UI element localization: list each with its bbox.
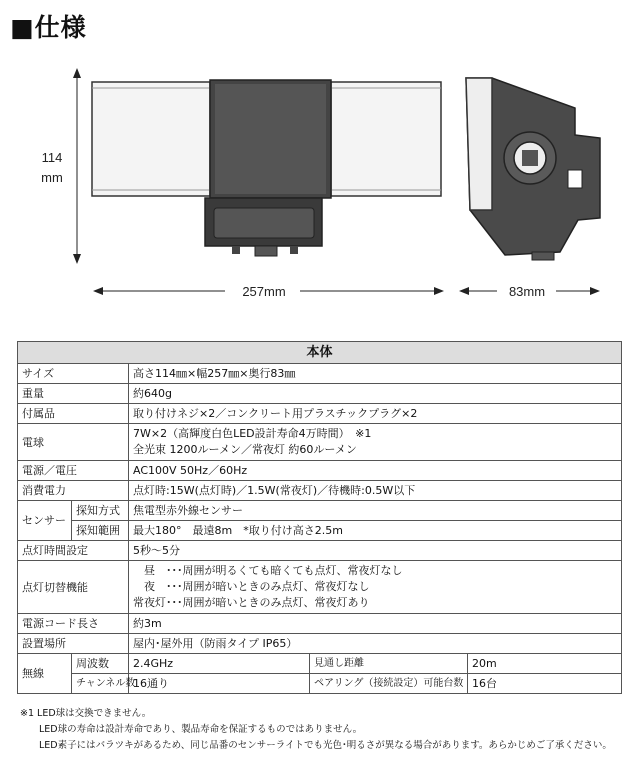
width-value: 257mm	[242, 284, 286, 299]
sensor-method-value: 焦電型赤外線センサー	[129, 501, 622, 521]
wireless-channel-label: チャンネル数	[72, 674, 129, 694]
table-row	[18, 541, 622, 561]
cord-value: 約3m	[129, 614, 622, 634]
width-dimension	[93, 284, 444, 299]
wireless-pairing-value: 16台	[468, 674, 622, 694]
front-view	[92, 80, 441, 256]
table-row	[18, 424, 622, 461]
table-row	[18, 404, 622, 424]
accessories-label: 付属品	[18, 404, 129, 424]
accessories-value: 取り付けネジ×2／コンクリート用プラスチックプラグ×2	[129, 404, 622, 424]
wireless-freq-value: 2.4GHz	[129, 654, 310, 674]
timer-label: 点灯時間設定	[18, 541, 129, 561]
location-label: 設置場所	[18, 634, 129, 654]
consumption-value: 点灯時:15W(点灯時)／1.5W(常夜灯)／待機時:0.5W以下	[129, 481, 622, 501]
power-value: AC100V 50Hz／60Hz	[129, 461, 622, 481]
bulb-value	[129, 424, 622, 461]
page-title: ■仕様	[10, 13, 87, 42]
table-row	[18, 481, 622, 501]
mode-line-3: 常夜灯･･･周囲が暗いときのみ点灯、常夜灯あり	[133, 596, 370, 609]
footnote-2: LED球の寿命は設計寿命であり、製品寿命を保証するものではありません。	[39, 724, 363, 735]
mode-line-1: 昼 ･･･周囲が明るくても暗くても点灯、常夜灯なし	[133, 564, 403, 577]
side-view	[466, 78, 600, 260]
table-header-row	[18, 342, 622, 364]
table-row	[18, 634, 622, 654]
spec-table	[17, 341, 622, 694]
product-dimension-diagram	[0, 60, 640, 310]
timer-value: 5秒～5分	[129, 541, 622, 561]
mode-line-2: 夜 ･･･周囲が暗いときのみ点灯、常夜灯なし	[133, 580, 370, 593]
footnote-3: LED素子にはバラツキがあるため、同じ品番のセンサーライトでも光色･明るさが異なる場合があります。あらかじめご了承ください。	[39, 740, 612, 751]
footnotes	[20, 706, 612, 754]
height-unit: mm	[41, 170, 63, 185]
mode-value	[129, 561, 622, 614]
wireless-distance-label: 見通し距離	[310, 654, 468, 674]
sensor-method-label: 探知方式	[72, 501, 129, 521]
height-dimension	[41, 68, 81, 264]
sensor-range-label: 探知範囲	[72, 521, 129, 541]
footnote-1: ※1 LED球は交換できません。	[20, 708, 152, 719]
table-row	[18, 461, 622, 481]
weight-label: 重量	[18, 384, 129, 404]
table-row	[18, 561, 622, 614]
wireless-freq-label: 周波数	[72, 654, 129, 674]
weight-value: 約640g	[129, 384, 622, 404]
table-title: 本体	[18, 342, 622, 364]
height-value: 114	[41, 150, 63, 165]
table-row	[18, 654, 622, 674]
table-row	[18, 384, 622, 404]
table-row	[18, 521, 622, 541]
cord-label: 電源コード長さ	[18, 614, 129, 634]
consumption-label: 消費電力	[18, 481, 129, 501]
depth-dimension	[459, 284, 600, 299]
bulb-label: 電球	[18, 424, 129, 461]
depth-value: 83mm	[508, 284, 546, 299]
table-row	[18, 674, 622, 694]
size-label: サイズ	[18, 364, 129, 384]
table-row	[18, 614, 622, 634]
location-value: 屋内･屋外用（防雨タイプ IP65）	[129, 634, 622, 654]
wireless-channel-value: 16通り	[129, 674, 310, 694]
table-row	[18, 501, 622, 521]
size-value: 高さ114㎜×幅257㎜×奥行83㎜	[129, 364, 622, 384]
wireless-distance-value: 20m	[468, 654, 622, 674]
sensor-label: センサー	[18, 501, 72, 541]
wireless-label: 無線	[18, 654, 72, 694]
wireless-pairing-label: ペアリング（接続設定）可能台数	[310, 674, 468, 694]
mode-label: 点灯切替機能	[18, 561, 129, 614]
table-row	[18, 364, 622, 384]
power-label: 電源／電圧	[18, 461, 129, 481]
bulb-line-1: 7W×2（高輝度白色LED設計寿命4万時間） ※1	[133, 427, 372, 440]
bulb-line-2: 全光束 1200ルーメン／常夜灯 約60ルーメン	[133, 443, 357, 456]
sensor-range-value: 最大180° 最遠8m *取り付け高さ2.5m	[129, 521, 622, 541]
